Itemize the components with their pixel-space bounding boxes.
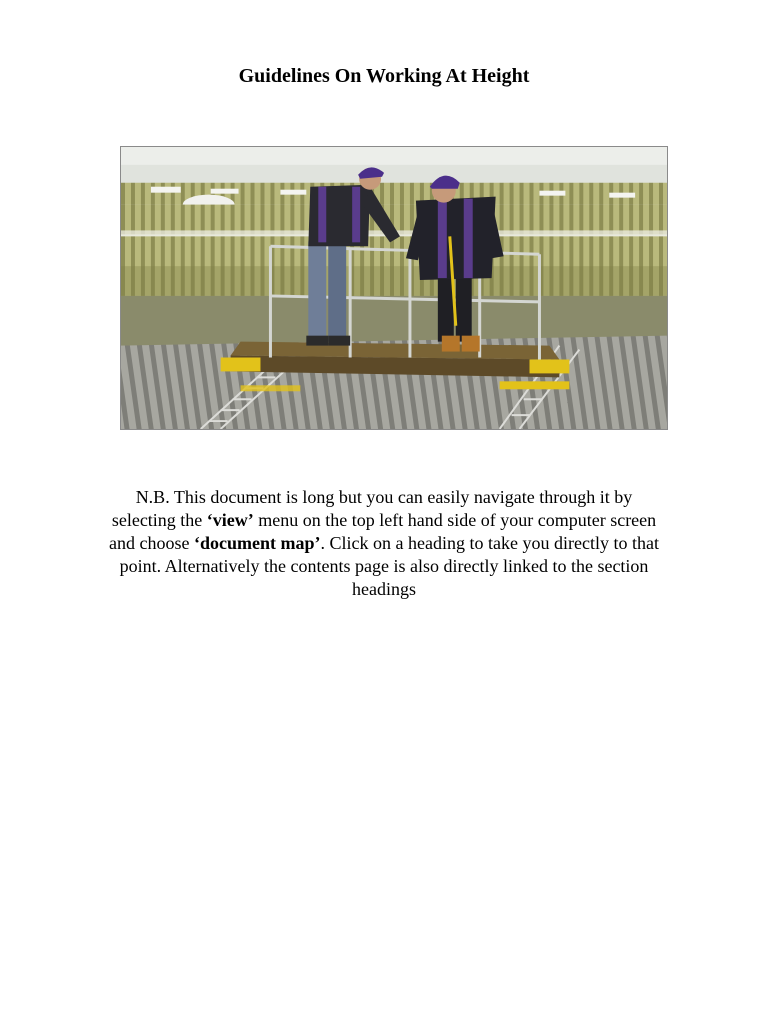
photo-workers-on-roof-platform [120,146,668,430]
note-term-document-map: ‘document map’ [194,533,321,553]
note-text-1: N.B. This document is long but you can easily navigate through it by selecting the [111,487,633,530]
note-term-view: ‘view’ [206,510,254,530]
navigation-note [108,486,660,601]
page-title: Guidelines On Working At Height [238,65,530,87]
note-text-2: menu on the top left hand side of your computer screen and choose [109,510,657,553]
note-text-3: . Click on a heading to take you directly to that point. Alternatively the contents page is also directly linked to the section headings [119,533,659,599]
photo-illustration [121,147,667,429]
